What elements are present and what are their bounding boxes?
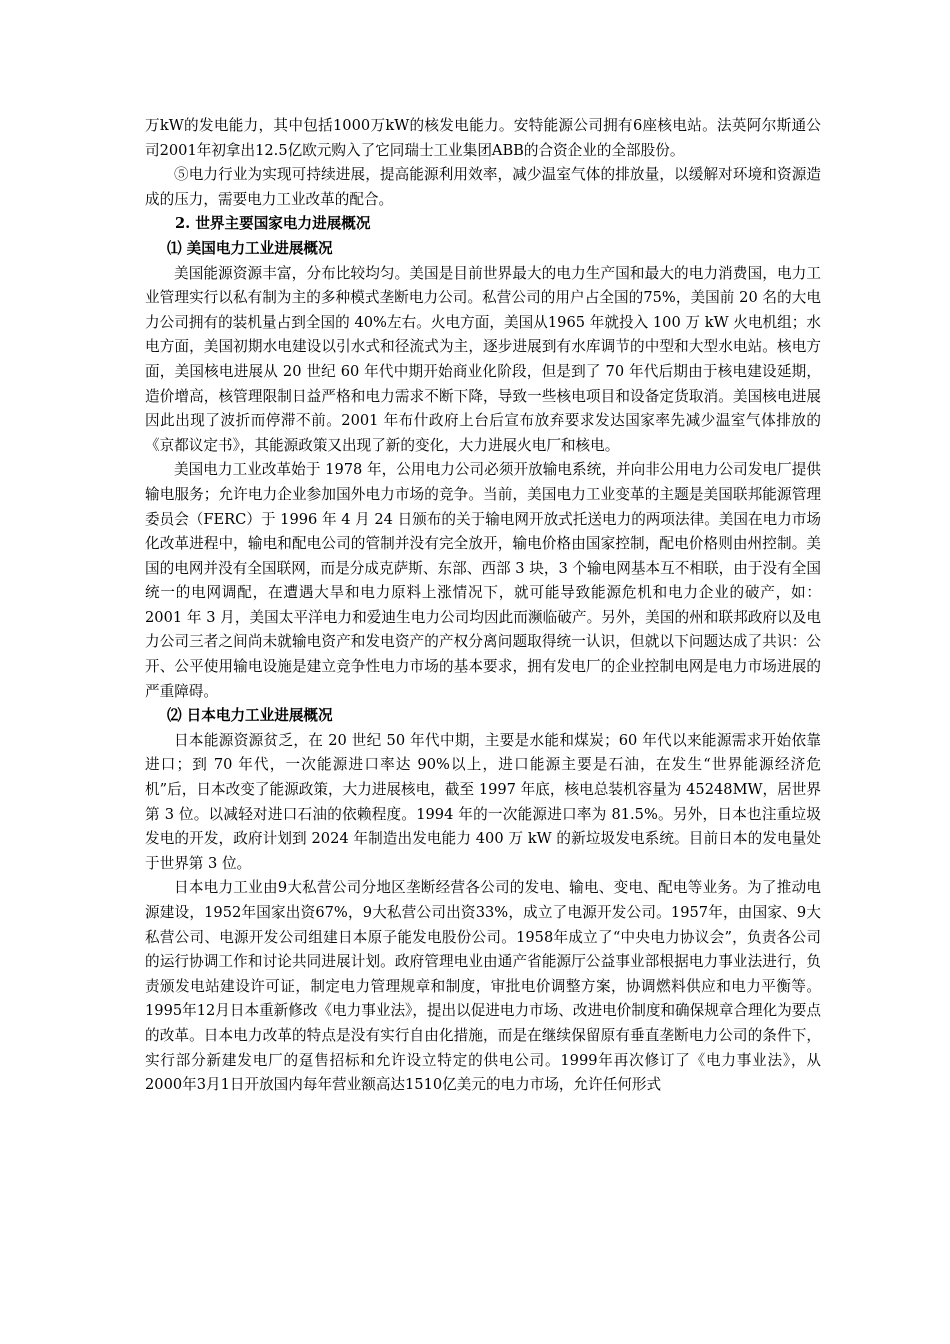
- paragraph-item-5: ⑤电力行业为实现可持续进展，提高能源利用效率，减少温室气体的排放量，以缓解对环境和资源造成的压力，需要电力工业改革的配合。: [145, 166, 821, 208]
- paragraph-japan-2: 日本电力工业由9大私营公司分地区垄断经营各公司的发电、输电、变电、配电等业务。为了推动电源建设，1952年国家出资67%，9大私营公司出资33%，成立了电源开发公司。1957年，由国家、9大私营公司、电源开发公司组建日本原子能发电股份公司。1958年成立了“中央电力协议会”，负责各公司的运行协调工作和讨论共同进展计划。政府管理电业由通产省能源厅公益事业部根据电力事业法进行，负责颁发电站建设许可证，制定电力管理规章和制度，审批电价调整方案，协调燃料供应和电力平衡等。1995年12月日本重新修改《电力事业法》，提出以促进电力市场、改进电价制度和确保规章合理化为要点的改革。日本电力改革的特点是没有实行自由化措施，而是在继续保留原有垂直垄断电力公司的条件下，实行部分新建发电厂的趸售招标和允许设立特定的供电公司。1999年再次修订了《电力事业法》，从2000年3月1日开放国内每年营业额高达1510亿美元的电力市场，允许任何形式: [145, 879, 821, 1094]
- section-heading-2: 2. 世界主要国家电力进展概况: [175, 215, 371, 233]
- paragraph-usa-1: 美国能源资源丰富，分布比较均匀。美国是目前世界最大的电力生产国和最大的电力消费国，电力工业管理实行以私有制为主的多种模式垄断电力公司。私营公司的用户占全国的75%，美国前 20 名的大电力公司拥有的装机量占到全国的 40%左右。火电方面，美国从1965 年就投入 100 万 kW 火电机组；水电方面，美国初期水电建设以引水式和径流式为主，逐步进展到有水库调节的中型和大型水电站。核电方面，美国核电进展从 20 世纪 60 年代中期开始商业化阶段，但是到了 70 年代后期由于核电建设延期，造价增高，核管理限制日益严格和电力需求不断下降，导致一些核电项目和设备定货取消。美国核电进展因此出现了波折而停滞不前。2001 年布什政府上台后宣布放弃要求发达国家率先减少温室气体排放的《京都议定书》，其能源政策又出现了新的变化，大力进展火电厂和核电。: [145, 264, 821, 454]
- paragraph-japan-1: 日本能源资源贫乏，在 20 世纪 50 年代中期，主要是水能和煤炭；60 年代以来能源需求开始依靠进口；到 70 年代，一次能源进口率达 90%以上，进口能源主要是石油，在发生“世界能源经济危机”后，日本改变了能源政策，大力进展核电，截至 1997 年底，核电总装机容量为 45248MW，居世界第 3 位。以减轻对进口石油的依赖程度。1994 年的一次能源进口率为 81.5%。另外，日本也注重垃圾发电的开发，政府计划到 2024 年制造出发电能力 400 万 kW 的新垃圾发电系统。目前日本的发电量处于世界第 3 位。: [145, 731, 821, 872]
- paragraph-usa-2: 美国电力工业改革始于 1978 年，公用电力公司必须开放输电系统，并向非公用电力公司发电厂提供输电服务；允许电力企业参加国外电力市场的竞争。当前，美国电力工业变革的主题是美国联邦能源管理委员会（FERC）于 1996 年 4 月 24 日颁布的关于输电网开放式托送电力的两项法律。美国在电力市场化改革进程中，输电和配电公司的管制并没有完全放开，输电价格由国家控制，配电价格则由州控制。美国的电网并没有全国联网，而是分成克萨斯、东部、西部 3 块，3 个输电网基本互不相联，由于没有全国统一的电网调配，在遭遇大旱和电力原料上涨情况下，就可能导致能源危机和电力企业的破产，如：2001 年 3 月，美国太平洋电力和爱迪生电力公司均因此而濒临破产。另外，美国的州和联邦政府以及电力公司三者之间尚未就输电资产和发电资产的产权分离问题取得统一认识，但就以下问题达成了共识：公开、公平使用输电设施是建立竞争性电力市场的基本要求，拥有发电厂的企业控制电网是电力市场进展的严重障碍。: [145, 461, 821, 700]
- subsection-heading-japan: ⑵ 日本电力工业进展概况: [167, 707, 333, 725]
- subsection-heading-usa: ⑴ 美国电力工业进展概况: [167, 239, 333, 257]
- document-page: [145, 114, 821, 1098]
- paragraph-carryover: 万kW的发电能力，其中包括1000万kW的核发电能力。安特能源公司拥有6座核电站。法英阿尔斯通公司2001年初拿出12.5亿欧元购入了它同瑞士工业集团ABB的合资企业的全部股份。: [145, 117, 821, 159]
